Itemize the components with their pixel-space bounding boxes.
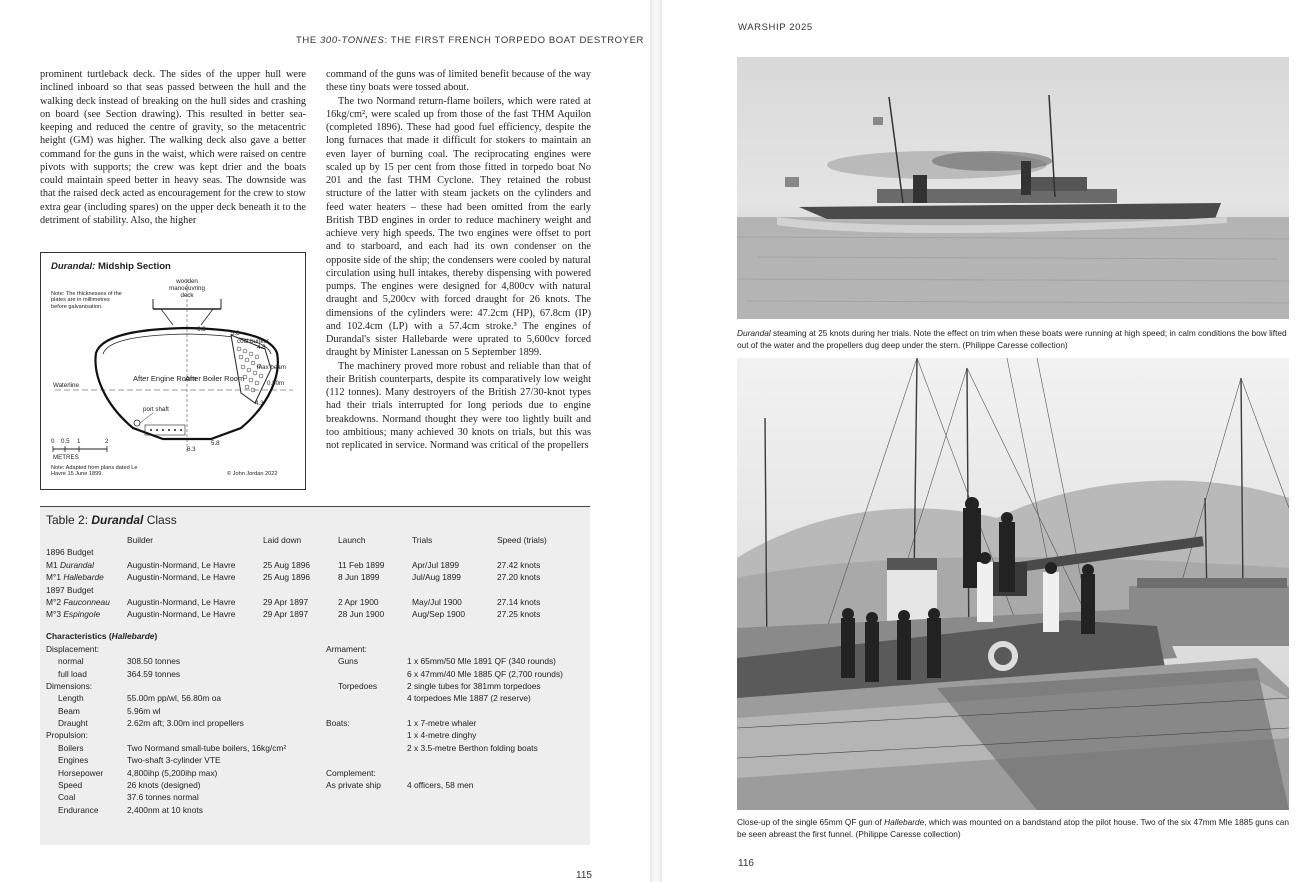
table-row-ship xyxy=(46,560,94,570)
table-header-cell: Laid down xyxy=(263,535,302,545)
paragraph: The machinery proved more robust and reliable than that of their British counterparts, despite its comparatively low weight (112 tonnes). Many destroyers of the British 27/30-knot types had their trials interrupted for long periods due to engine breakdowns. Normand thought they were too lightly built and too ambitious; many achieved 30 knots on trials, but this was not replicated in service. Normand was critical of the propellers xyxy=(326,360,591,451)
spec-label: Armament: xyxy=(326,644,367,654)
label-t63b: 6.3 xyxy=(187,446,196,453)
spec-label: Coal xyxy=(58,792,76,803)
spec-label: Length xyxy=(58,693,84,704)
spec-label: Speed xyxy=(58,779,83,790)
midship-section-drawing xyxy=(41,253,305,489)
spec-value: 4,800ihp (5,200ihp max) xyxy=(127,767,218,778)
spec-value: 1 x 4-metre dinghy xyxy=(407,730,477,741)
table-cell-speed: 27.25 knots xyxy=(497,609,541,619)
spec-value: 1 x 7-metre whaler xyxy=(407,718,477,729)
paragraph: The two Normand return-flame boilers, which were rated at 16kg/cm², were scaled up from those of the fast THM Aquilon (completed 1896). These had good fuel efficiency, despite the long furnaces that made it difficult for stokers to maintain an even layer of burning coal. The reciprocating engines were scaled up by 15 per cent from those fitted in torpedo boat No 201 and the fast THM Cyclone. They retained the robust structure of the latter with steam jackets on the cylinders and feed water heaters – these had been omitted from the early British TBD engines in order to reduce machinery weight and achieve very high speeds. The two engines were offset to port and to starboard, and each had its own condenser on the opposite side of the ship; the condensers were cooled by natural circulation using hull intakes, thereby dispensing with powered pumps. The engines were designed for 4,800cv with natural draught and 5,200cv with forced draught for 26 knots. The dimensions of the cylinders were: 47.2cm (HP), 67.8cm (IP) and 102.4cm (LP) with a 57.4cm stroke.³ The engines of Durandal's sister Hallebarde were uprated to 5,600cv forced draught by Minister Lanessan on 5 September 1899. xyxy=(326,95,591,359)
spec-value: 6 x 47mm/40 Mle 1885 QF (2,700 rounds) xyxy=(407,668,563,679)
label-scale-1: 1 xyxy=(77,438,81,445)
spec-value: 4 torpedoes Mle 1887 (2 reserve) xyxy=(407,693,531,704)
ship-id: M°3 xyxy=(46,609,64,619)
spec-value: 37.6 tonnes normal xyxy=(127,792,199,803)
spec-label: Guns xyxy=(338,656,359,667)
spec-label: Dimensions: xyxy=(46,681,93,692)
label-coal-bunker: coal bunker xyxy=(237,338,269,345)
spec-value: 55.00m pp/wl, 56.80m oa xyxy=(127,693,222,704)
label-scale-2: 2 xyxy=(105,438,109,445)
table-row-ship xyxy=(46,597,110,607)
spec-label: Draught xyxy=(58,718,88,729)
running-head-left: THE 300-TONNES: THE FIRST FRENCH TORPEDO BOAT DESTROYER xyxy=(296,35,644,46)
ship-id: M°2 xyxy=(46,597,64,607)
label-t58b: 5.8 xyxy=(211,440,220,447)
spec-label: Propulsion: xyxy=(46,730,88,741)
characteristics-heading-text: Characteristics ( xyxy=(46,631,112,641)
spec-value: 2.62m aft; 3.00m incl propellers xyxy=(127,718,244,729)
spec-label: full load xyxy=(58,668,87,679)
ship-name: Espingole xyxy=(63,609,101,619)
label-080: 0.80m xyxy=(267,380,285,387)
paragraph: command of the guns was of limited benefit because of the way these tiny boats were tossed about. xyxy=(326,69,591,94)
table-cell-laid-down: 29 Apr 1897 xyxy=(263,609,309,619)
spec-value: 26 knots (designed) xyxy=(127,779,201,790)
label-waterline: Waterline xyxy=(53,382,79,389)
ship-id: M1 xyxy=(46,560,60,570)
characteristics-ship-name: Hallebarde xyxy=(111,631,155,641)
table-row-ship xyxy=(46,609,100,619)
table-cell-speed: 27.42 knots xyxy=(497,560,541,570)
label-max-beam: max beam xyxy=(257,364,286,371)
figure-note-top: Note: The thicknesses of the plates are in millimetres before galvanisation. xyxy=(51,291,122,310)
paragraph: prominent turtleback deck. The sides of the upper hull were inclined inboard so that seas passed between the hull and the walking deck instead of breaking on the hull sides and crashing on board (see Section drawing). This resulted in better sea-keeping and reduced the centre of gravity, so the metacentric height (GM) was higher. The walking deck also gave a better command for the guns in the waist, which were raised on centre pivots with supports; the crew was kept drier and the boats could maintain speed better in heavy seas. The downside was that the raised deck acted as encouragement for the crew to stow extra gear (including spares) on the upper deck beneath it to the detriment of stability. Also, the higher xyxy=(40,69,306,226)
table-cell-trials: Jul/Aug 1899 xyxy=(412,572,461,582)
text-column-2 xyxy=(326,68,591,452)
table-cell-launch: 8 Jun 1899 xyxy=(338,572,380,582)
label-port-shaft: port shaft xyxy=(143,406,169,413)
figure-note-bottom: Note: Adapted from plans dated Le Havre 15 June 1899. xyxy=(51,465,138,478)
label-scale-0: 0 xyxy=(51,438,55,445)
table-row-ship xyxy=(46,572,104,582)
label-after-engine-room: After Engine Room xyxy=(133,374,197,383)
spec-value: 2 single tubes for 381mm torpedoes xyxy=(407,681,541,692)
table-cell-builder: Augustin-Normand, Le Havre xyxy=(127,572,236,582)
ship-name: Durandal xyxy=(59,560,94,570)
table-cell-speed: 27.14 knots xyxy=(497,597,541,607)
caption-bottom: Close-up of the single 65mm QF gun of Hallebarde, which was mounted on a bandstand atop the pilot house. Two of the six 47mm Mle 1885 guns can be seen abreast the first funnel. (Philippe Caresse collection) xyxy=(737,817,1289,839)
spec-label: Displacement: xyxy=(46,644,100,654)
table-cell-builder: Augustin-Normand, Le Havre xyxy=(127,597,236,607)
table-cell-launch: 2 Apr 1900 xyxy=(338,597,379,607)
table-cell-trials: Aug/Sep 1900 xyxy=(412,609,466,619)
table-cell-laid-down: 25 Aug 1896 xyxy=(263,560,311,570)
label-after-boiler-room: After Boiler Room xyxy=(185,374,245,383)
spec-label: Engines xyxy=(58,755,89,766)
table-cell-speed: 27.20 knots xyxy=(497,572,541,582)
book-gutter xyxy=(650,0,662,882)
table-header-cell: Launch xyxy=(338,535,366,545)
spec-label: Endurance xyxy=(58,804,99,815)
folio-right: 116 xyxy=(738,858,754,869)
caption-top: Durandal steaming at 25 knots during her trials. Note the effect on trim when these boats were running at high speed; in calm conditions the bow lifted out of the water and the propellers dug deep under the stern. (Philippe Caresse collection) xyxy=(737,328,1287,350)
label-t43: 4.3 xyxy=(255,400,264,407)
table-title: Table 2: Durandal Class xyxy=(46,513,177,527)
table-cell-trials: Apr/Jul 1899 xyxy=(412,560,460,570)
left-page xyxy=(0,0,650,882)
label-scale-unit: METRES xyxy=(53,454,79,461)
ship-name: Fauconneau xyxy=(63,597,110,607)
spec-value: 364.59 tonnes xyxy=(127,668,181,679)
photo-durandal-trials xyxy=(737,57,1289,319)
characteristics-heading xyxy=(46,631,157,641)
spec-label: Torpedoes xyxy=(338,681,378,692)
label-t58a: 5.8 xyxy=(231,330,240,337)
table-header-cell: Speed (trials) xyxy=(497,535,547,545)
table-cell-laid-down: 25 Aug 1896 xyxy=(263,572,311,582)
label-t63a: 6.3 xyxy=(197,326,206,333)
table-header-cell: Builder xyxy=(127,535,154,545)
table-header-cell: Trials xyxy=(412,535,433,545)
spec-label: Boilers xyxy=(58,742,84,753)
figure-title: Durandal: Midship Section xyxy=(51,261,171,272)
spec-value: 2,400nm at 10 knots xyxy=(127,804,203,815)
spec-label: Boats: xyxy=(326,718,350,729)
spec-value: Two-shaft 3-cylinder VTE xyxy=(127,755,221,766)
ship-id: M°1 xyxy=(46,572,64,582)
ship-name: Hallebarde xyxy=(63,572,104,582)
midship-section-figure xyxy=(40,252,306,490)
spec-value: 4 officers, 58 men xyxy=(407,779,474,790)
label-scale-05: 0.5 xyxy=(61,438,70,445)
right-page xyxy=(662,0,1312,882)
folio-left: 115 xyxy=(576,870,592,881)
spec-label: Complement: xyxy=(326,767,376,778)
spec-value: 5.96m wl xyxy=(127,705,161,716)
spec-label: Horsepower xyxy=(58,767,104,778)
spec-value: 1 x 65mm/50 Mle 1891 QF (340 rounds) xyxy=(407,656,556,667)
spec-value: 2 x 3.5-metre Berthon folding boats xyxy=(407,742,538,753)
spec-value: 308.50 tonnes xyxy=(127,656,181,667)
running-head-right: WARSHIP 2025 xyxy=(738,22,813,33)
photo-hallebarde-gun xyxy=(737,358,1289,810)
table-cell-trials: May/Jul 1900 xyxy=(412,597,462,607)
spec-label: normal xyxy=(58,656,84,667)
table-group-label: 1896 Budget xyxy=(46,547,94,557)
table-durandal-class xyxy=(40,506,590,845)
table-cell-builder: Augustin-Normand, Le Havre xyxy=(127,560,236,570)
table-cell-laid-down: 29 Apr 1897 xyxy=(263,597,309,607)
table-cell-launch: 28 Jun 1900 xyxy=(338,609,385,619)
spec-label: As private ship xyxy=(326,779,381,790)
spec-label: Beam xyxy=(58,705,80,716)
characteristics-heading-tail: ) xyxy=(154,631,158,641)
table-group-label: 1897 Budget xyxy=(46,585,94,595)
label-t48: 4.8 xyxy=(257,344,266,351)
table-cell-builder: Augustin-Normand, Le Havre xyxy=(127,609,236,619)
spec-value: Two Normand small-tube boilers, 16kg/cm² xyxy=(127,742,287,753)
figure-credit: © John Jordan 2022 xyxy=(227,471,278,477)
text-column-1 xyxy=(40,68,306,227)
table-cell-launch: 11 Feb 1899 xyxy=(338,560,385,570)
label-wooden-deck: wooden manoeuvring deck xyxy=(169,278,205,299)
